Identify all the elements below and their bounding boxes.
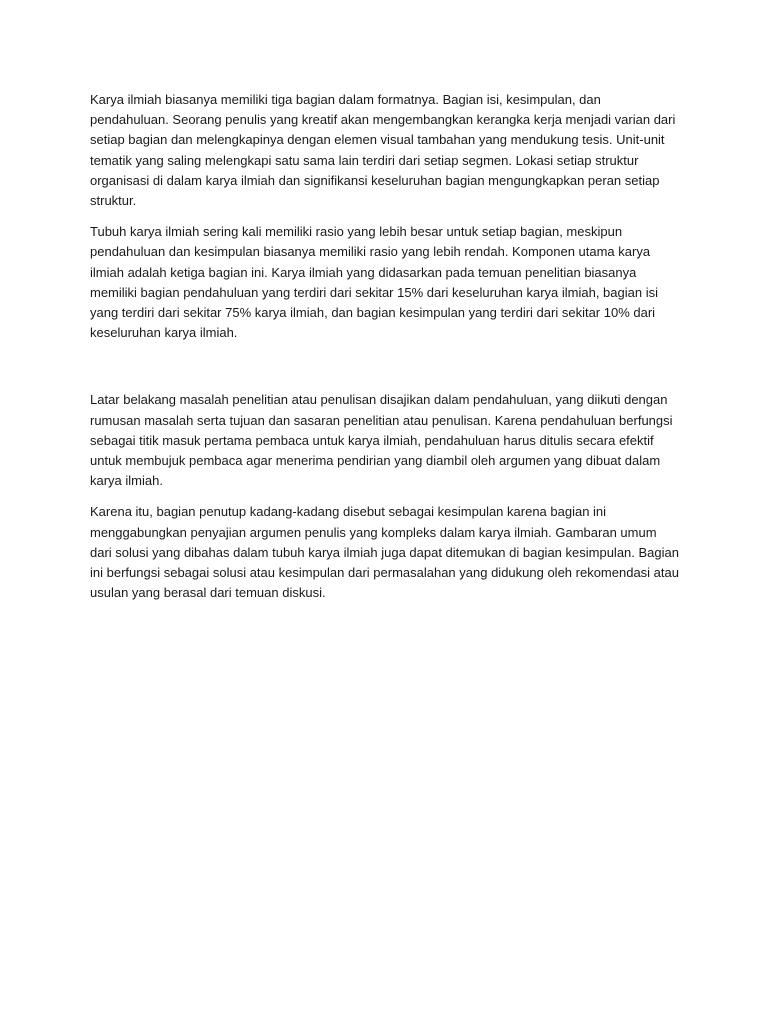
paragraph-intro: Karya ilmiah biasanya memiliki tiga bagian dalam formatnya. Bagian isi, kesimpulan, dan pendahuluan. Seorang penulis yang kreatif akan mengembangkan kerangka kerja menjadi varian dari setiap bagian dan melengkapinya dengan elemen visual tambahan yang mendukung tesis. Unit-unit tematik yang saling melengkapi satu sama lain terdiri dari setiap segmen. Lokasi setiap struktur organisasi di dalam karya ilmiah dan signifikansi keseluruhan bagian mengungkapkan peran setiap struktur. [90,92,676,209]
paragraph-conclusion-section: Karena itu, bagian penutup kadang-kadang disebut sebagai kesimpulan karena bagian ini menggabungkan penyajian argumen penulis yang kompleks dalam karya ilmiah. Gambaran umum dari solusi yang dibahas dalam tubuh karya ilmiah juga dapat ditemukan di bagian kesimpulan. Bagian ini berfungsi sebagai solusi atau kesimpulan dari permasalahan yang didukung oleh rekomendasi atau usulan yang berasal dari temuan diskusi. [90,504,679,601]
paragraph-body-ratio: Tubuh karya ilmiah sering kali memiliki rasio yang lebih besar untuk setiap bagian, meskipun pendahuluan dan kesimpulan biasanya memiliki rasio yang lebih rendah. Komponen utama karya ilmiah adalah ketiga bagian ini. Karya ilmiah yang didasarkan pada temuan penelitian biasanya memiliki bagian pendahuluan yang terdiri dari sekitar 15% dari keseluruhan karya ilmiah, bagian isi yang terdiri dari sekitar 75% karya ilmiah, dan bagian kesimpulan yang terdiri dari sekitar 10% dari keseluruhan karya ilmiah. [90,224,658,341]
document-body [90,90,680,603]
paragraph-introduction-section: Latar belakang masalah penelitian atau penulisan disajikan dalam pendahuluan, yang diikuti dengan rumusan masalah serta tujuan dan sasaran penelitian atau penulisan. Karena pendahuluan berfungsi sebagai titik masuk pertama pembaca untuk karya ilmiah, pendahuluan harus ditulis secara efektif untuk membujuk pembaca agar menerima pendirian yang diambil oleh argumen yang dibuat dalam karya ilmiah. [90,392,673,489]
